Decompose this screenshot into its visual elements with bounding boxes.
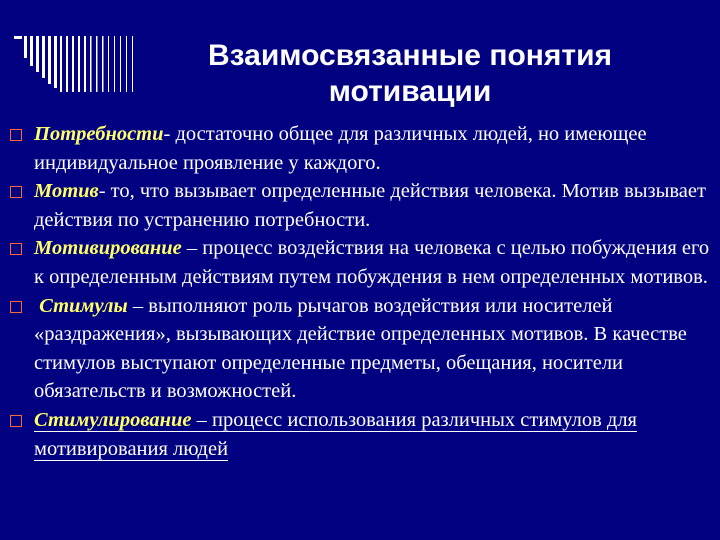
bullet-item-stimulation bbox=[10, 406, 710, 463]
term-needs: Потребности bbox=[34, 123, 164, 145]
title-line-2: мотивации bbox=[328, 75, 492, 108]
square-bullet-icon bbox=[10, 186, 22, 198]
square-bullet-icon bbox=[10, 415, 22, 427]
bullet-item-needs bbox=[10, 120, 710, 177]
term-stimuli: Стимулы bbox=[39, 294, 128, 317]
definition-needs: - достаточно общее для различных людей, но имеющее индивидуальное проявление у каждого. bbox=[34, 123, 647, 174]
slide-title bbox=[150, 38, 670, 110]
square-bullet-icon bbox=[10, 129, 22, 141]
bullet-list bbox=[10, 120, 710, 463]
term-motive: Мотив bbox=[34, 180, 99, 203]
bullet-item-stimuli bbox=[10, 292, 710, 406]
bullet-item-motive bbox=[10, 177, 710, 234]
definition-stimulation: – процесс использования различных стимулов для мотивирования людей bbox=[34, 408, 637, 460]
definition-motivation: – процесс воздействия на человека с целью побуждения его к определенным действиям путем побуждения в нем определенных мотивов. bbox=[34, 237, 710, 288]
square-bullet-icon bbox=[10, 301, 22, 313]
term-motivation: Мотивирование bbox=[34, 237, 182, 260]
square-bullet-icon bbox=[10, 243, 22, 255]
term-stimulation: Стимулирование bbox=[34, 408, 192, 431]
bullet-item-motivation bbox=[10, 234, 710, 291]
title-line-1: Взаимосвязанные понятия bbox=[207, 39, 613, 72]
definition-stimuli: – выполняют роль рычагов воздействия или носителей «раздражения», вызывающих действие определенных мотивов. В качестве стимулов выступают определенные предметы, обещания, носители обязательств и возможностей. bbox=[34, 294, 687, 403]
definition-motive: - то, что вызывает определенные действия человека. Мотив вызывает действия по устранению потребности. bbox=[34, 180, 706, 231]
